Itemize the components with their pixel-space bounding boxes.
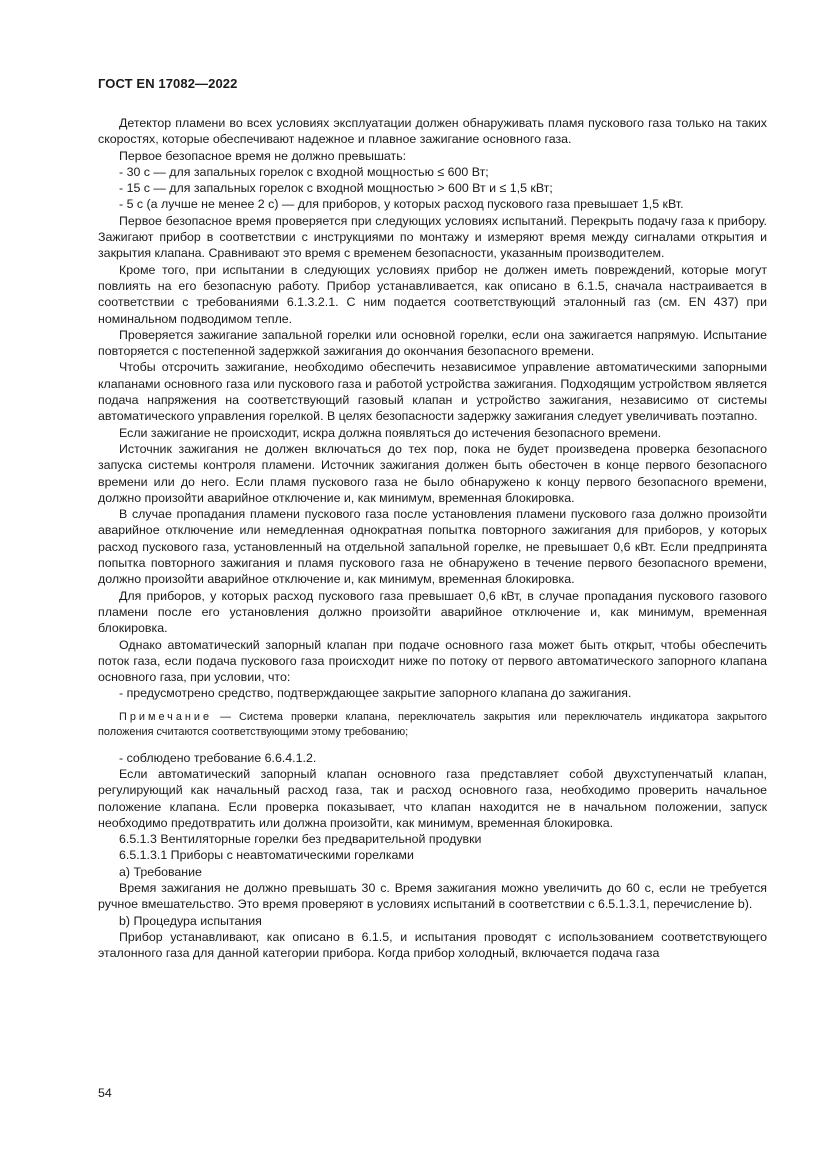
list-item: - предусмотрено средство, подтверждающее закрытие запорного клапана до зажигания. (119, 686, 632, 701)
paragraph: Кроме того, при испытании в следующих условиях прибор не должен иметь повреждений, которые могут повлиять на его безопасную работу. Прибор устанавливается, как описано в 6.1.5, сначала настраивается в соответствии с требованиями 6.1.3.2.1. С ним подается соответствующий эталонный газ (см. EN 437) при номинальном подводимом тепле. (98, 262, 767, 326)
list-heading: a) Требование (119, 864, 202, 879)
paragraph: Если зажигание не происходит, искра должна появляться до истечения безопасного времени. (119, 425, 662, 440)
list-heading: b) Процедура испытания (119, 913, 262, 928)
paragraph: В случае пропадания пламени пускового газа после установления пламени пускового газа должно произойти аварийное отключение или немедленная однократная попытка повторного зажигания для приборов, у которых расход пускового газа, установленный на отдельной запальной горелке, не превышает 0,6 кВт. Если предпринята попытка повторного зажигания и пламя пускового газа не обнаружено в течение первого безопасного времени, должно произойти аварийное отключение и, как минимум, временная блокировка. (98, 507, 767, 587)
paragraph: Детектор пламени во всех условиях эксплуатации должен обнаруживать пламя пускового газа только на таких скоростях, которые обеспечивают надежное и плавное зажигание основного газа. (98, 116, 767, 147)
paragraph: Проверяется зажигание запальной горелки или основной горелки, если она зажигается напрямую. Испытание повторяется с постепенной задержкой зажигания до окончания безопасного времени. (98, 327, 767, 359)
paragraph: Прибор устанавливают, как описано в 6.1.5, и испытания проводят с использованием соответствующего эталонного газа для данной категории прибора. Когда прибор холодный, включается подача газа (98, 929, 767, 961)
paragraph: Первое безопасное время не должно превышать: (119, 148, 407, 163)
paragraph: Однако автоматический запорный клапан при подаче основного газа может быть открыт, чтобы обеспечить поток газа, если подача пускового газа происходит ниже по потоку от первого автоматического запорного клапана основного газа, при условии, что: (98, 637, 767, 685)
paragraph: Источник зажигания не должен включаться до тех пор, пока не будет произведена проверка безопасного запуска системы контроля пламени. Источник зажигания должен быть обесточен в конце первого безопасного времени или до него. Если пламя пускового газа не было обнаружено к концу первого безопасного времени, должно произойти аварийное отключение и, как минимум, временная блокировка. (98, 441, 767, 505)
page-body-text (98, 115, 767, 962)
note (98, 710, 767, 740)
paragraph: Если автоматический запорный клапан основного газа представляет собой двухступенчатый клапан, регулирующий как начальный расход газа, так и расход основного газа, необходимо проверить начальное положение клапана. Если проверка показывает, что клапан находится не в начальном положении, запуск необходимо предотвратить или должна произойти, как минимум, временная блокировка. (98, 766, 767, 830)
paragraph: Время зажигания не должно превышать 30 с. Время зажигания можно увеличить до 60 с, если не требуется ручное вмешательство. Это время проверяют в условиях испытаний в соответствии с 6.5.1.3.1, перечисление b). (98, 881, 767, 912)
note-text: — Система проверки клапана, переключатель закрытия или переключатель индикатора закрытого положения считаются соответствующими этому требованию; (98, 710, 767, 738)
page-number: 54 (98, 1086, 112, 1100)
list-item: - 30 с — для запальных горелок с входной мощностью ≤ 600 Вт; (119, 164, 489, 179)
list-item: - 15 с — для запальных горелок с входной мощностью > 600 Вт и ≤ 1,5 кВт; (119, 181, 553, 196)
paragraph: Первое безопасное время проверяется при следующих условиях испытаний. Перекрыть подачу газа к прибору. Зажигают прибор в соответствии с инструкциями по монтажу и измеряют время между сигналами открытия и закрытия клапана. Сравнивают это время с временем безопасности, указанным производителем. (98, 213, 767, 261)
paragraph: Чтобы отсрочить зажигание, необходимо обеспечить независимое управление автоматическими запорными клапанами основного газа или пускового газа и работой устройства зажигания. Подходящим устройством является подача напряжения на соответствующий газовый клапан и устройство зажигания, независимо от системы автоматического управления горелкой. В целях безопасности задержку зажигания следует увеличивать поэтапно. (98, 360, 767, 424)
list-item: - соблюдено требование 6.6.4.1.2. (119, 750, 317, 765)
subsection-heading: 6.5.1.3.1 Приборы с неавтоматическими горелками (119, 848, 414, 863)
note-label: Примечание (119, 710, 213, 723)
document-code-header: ГОСТ EN 17082—2022 (98, 76, 238, 91)
section-heading: 6.5.1.3 Вентиляторные горелки без предварительной продувки (119, 832, 482, 847)
paragraph: Для приборов, у которых расход пускового газа превышает 0,6 кВт, в случае пропадания пускового газового пламени после его установления должно произойти аварийное отключение и, как минимум, временная блокировка. (98, 588, 767, 636)
list-item: - 5 с (а лучше не менее 2 с) — для приборов, у которых расход пускового газа превышает 1,5 кВт. (119, 197, 684, 212)
